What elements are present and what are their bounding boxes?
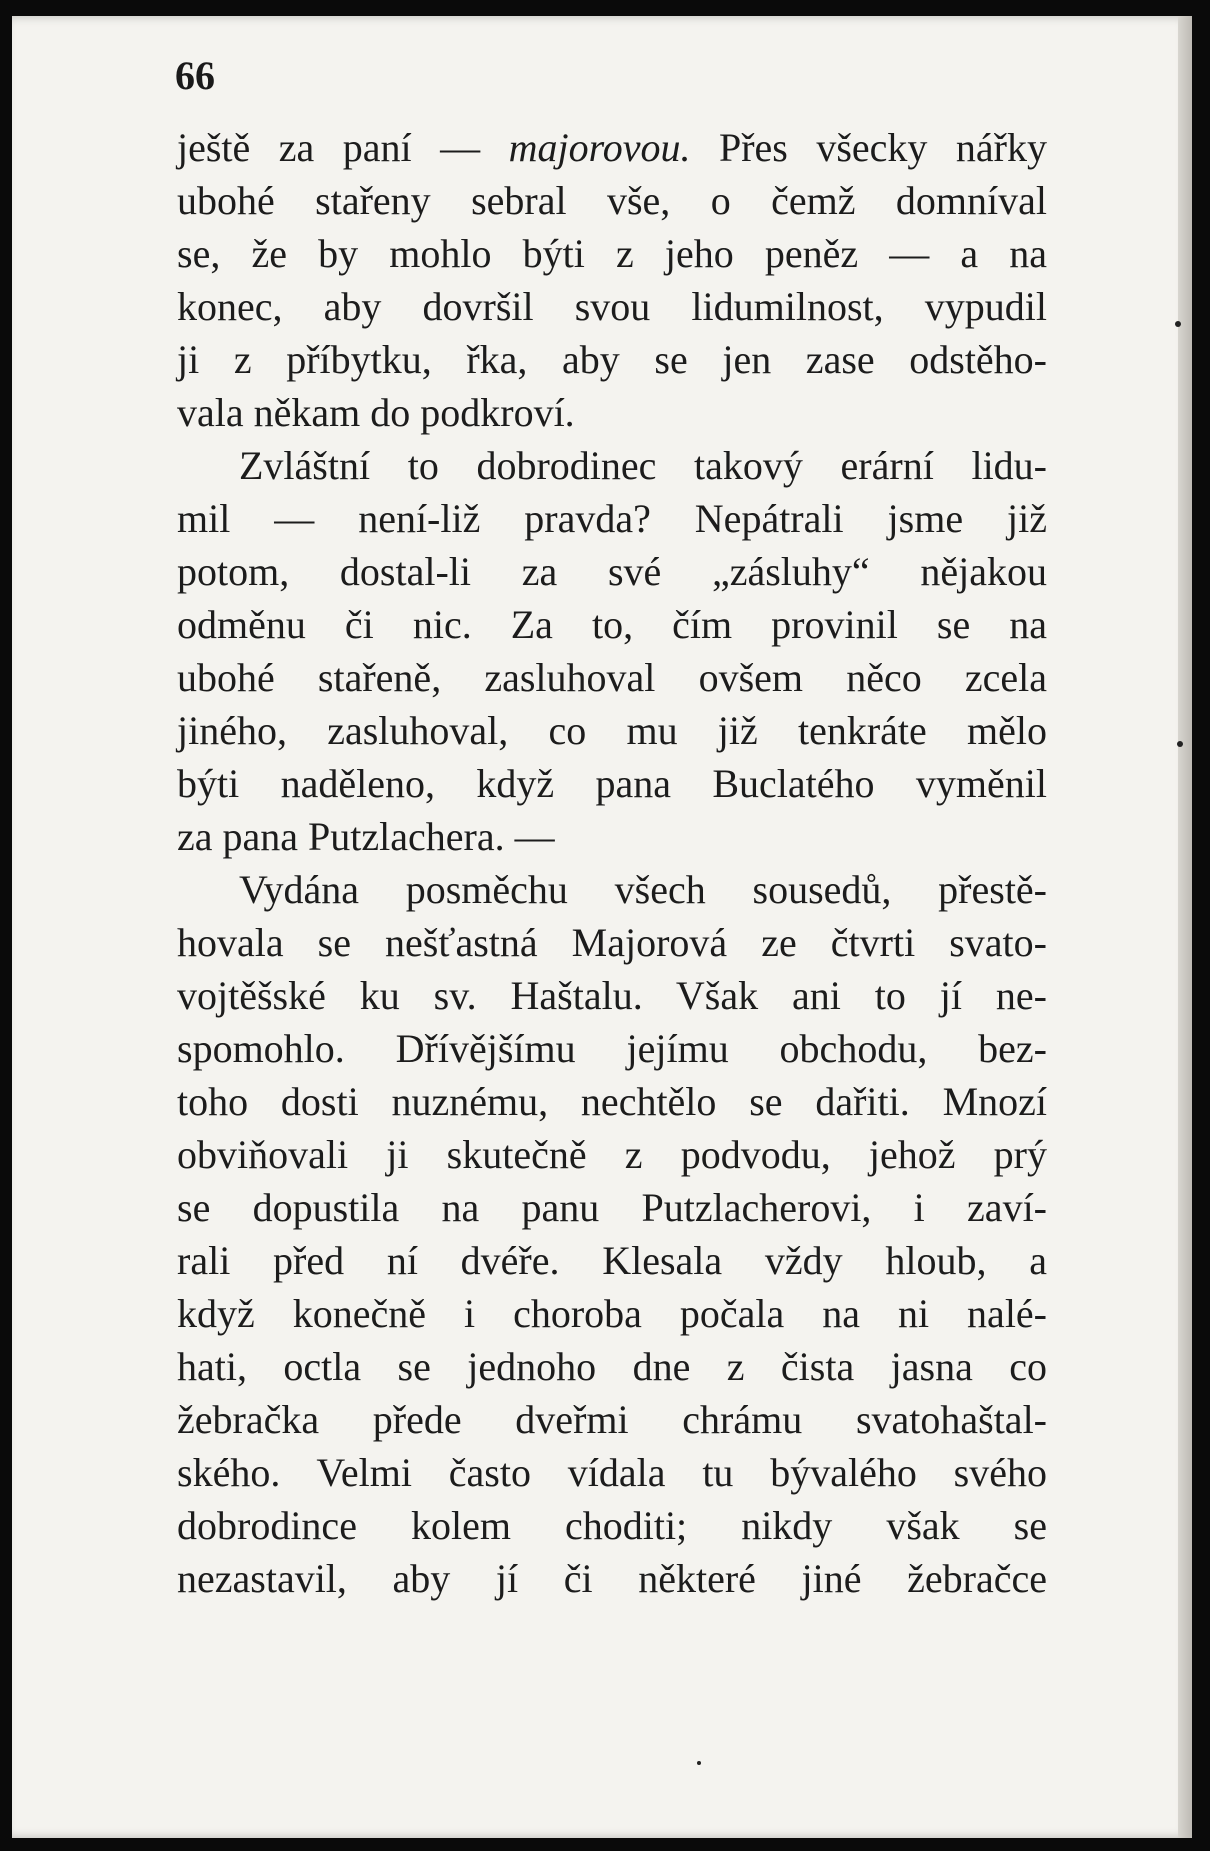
text-line-content: žebračka přede dveřmi chrámu svatohaštal- <box>177 1397 1047 1442</box>
text-line-content: vala někam do podkroví. <box>177 390 575 435</box>
body-text <box>177 121 1047 1605</box>
text-line <box>177 1022 1047 1075</box>
book-page <box>12 16 1192 1838</box>
text-line-content: Zvláštní to dobrodinec takový erární lidu- <box>239 443 1047 488</box>
print-speck <box>697 1761 701 1765</box>
text-line-content: ji z příbytku, řka, aby se jen zase odstěho- <box>177 337 1047 382</box>
text-line-content: býti naděleno, když pana Buclatého vyměnil <box>177 761 1047 806</box>
text-line-content: ubohé stařeně, zasluhoval ovšem něco zcela <box>177 655 1047 700</box>
text-line-content: hati, octla se jednoho dne z čista jasna co <box>177 1344 1047 1389</box>
text-line <box>177 969 1047 1022</box>
text-line-content: mil — není-liž pravda? Nepátrali jsme již <box>177 496 1047 541</box>
print-speck <box>1177 741 1183 747</box>
text-line-content: toho dosti nuznému, nechtělo se dařiti. Mnozí <box>177 1079 1047 1124</box>
text-line <box>177 863 1047 916</box>
text-line-content: rali před ní dvéře. Klesala vždy hloub, a <box>177 1238 1047 1283</box>
text-line <box>177 1446 1047 1499</box>
text-line <box>177 492 1047 545</box>
text-line-content: se dopustila na panu Putzlacherovi, i zaví- <box>177 1185 1047 1230</box>
text-line <box>177 227 1047 280</box>
text-line <box>177 704 1047 757</box>
print-speck <box>1175 321 1181 327</box>
text-line <box>177 810 1047 863</box>
text-line-content: za pana Putzlachera. — <box>177 814 555 859</box>
text-line <box>177 598 1047 651</box>
text-line <box>177 280 1047 333</box>
text-line <box>177 1499 1047 1552</box>
text-line-content: nezastavil, aby jí či některé jiné žebračce <box>177 1556 1047 1601</box>
page-edge <box>1178 16 1192 1838</box>
text-line <box>177 121 1047 174</box>
text-line-content: ještě za paní — <box>177 125 509 170</box>
text-line-content: když konečně i choroba počala na ni nalé- <box>177 1291 1047 1336</box>
text-line <box>177 916 1047 969</box>
text-line <box>177 651 1047 704</box>
text-line-content: dobrodince kolem choditi; nikdy však se <box>177 1503 1047 1548</box>
text-line-content: ubohé stařeny sebral vše, o čemž domníval <box>177 178 1047 223</box>
text-line <box>177 333 1047 386</box>
text-line <box>177 757 1047 810</box>
page-number: 66 <box>175 53 215 98</box>
text-line-content: obviňovali ji skutečně z podvodu, jehož prý <box>177 1132 1047 1177</box>
text-line-rest: Přes všecky nářky <box>690 125 1047 170</box>
text-line <box>177 439 1047 492</box>
text-line-content: konec, aby dovršil svou lidumilnost, vypudil <box>177 284 1047 329</box>
text-line-content: spomohlo. Dřívějšímu jejímu obchodu, bez- <box>177 1026 1047 1071</box>
text-line <box>177 1075 1047 1128</box>
text-line <box>177 1287 1047 1340</box>
text-line <box>177 1393 1047 1446</box>
text-line <box>177 545 1047 598</box>
text-line <box>177 386 1047 439</box>
text-line-content: hovala se nešťastná Majorová ze čtvrti svato- <box>177 920 1047 965</box>
italic-word: majorovou. <box>508 125 691 170</box>
text-line <box>177 1552 1047 1605</box>
text-line-content: odměnu či nic. Za to, čím provinil se na <box>177 602 1047 647</box>
text-line <box>177 1340 1047 1393</box>
text-line-content: Vydána posměchu všech sousedů, přestě- <box>239 867 1047 912</box>
text-line-content: jiného, zasluhoval, co mu již tenkráte mělo <box>177 708 1047 753</box>
text-line <box>177 1128 1047 1181</box>
text-line <box>177 1181 1047 1234</box>
text-line <box>177 1234 1047 1287</box>
text-line-content: potom, dostal-li za své „zásluhy“ nějakou <box>177 549 1047 594</box>
text-line <box>177 174 1047 227</box>
text-line-content: se, že by mohlo býti z jeho peněz — a na <box>177 231 1047 276</box>
text-line-content: vojtěšské ku sv. Haštalu. Však ani to jí ne- <box>177 973 1047 1018</box>
text-line-content: ského. Velmi často vídala tu bývalého svého <box>177 1450 1047 1495</box>
